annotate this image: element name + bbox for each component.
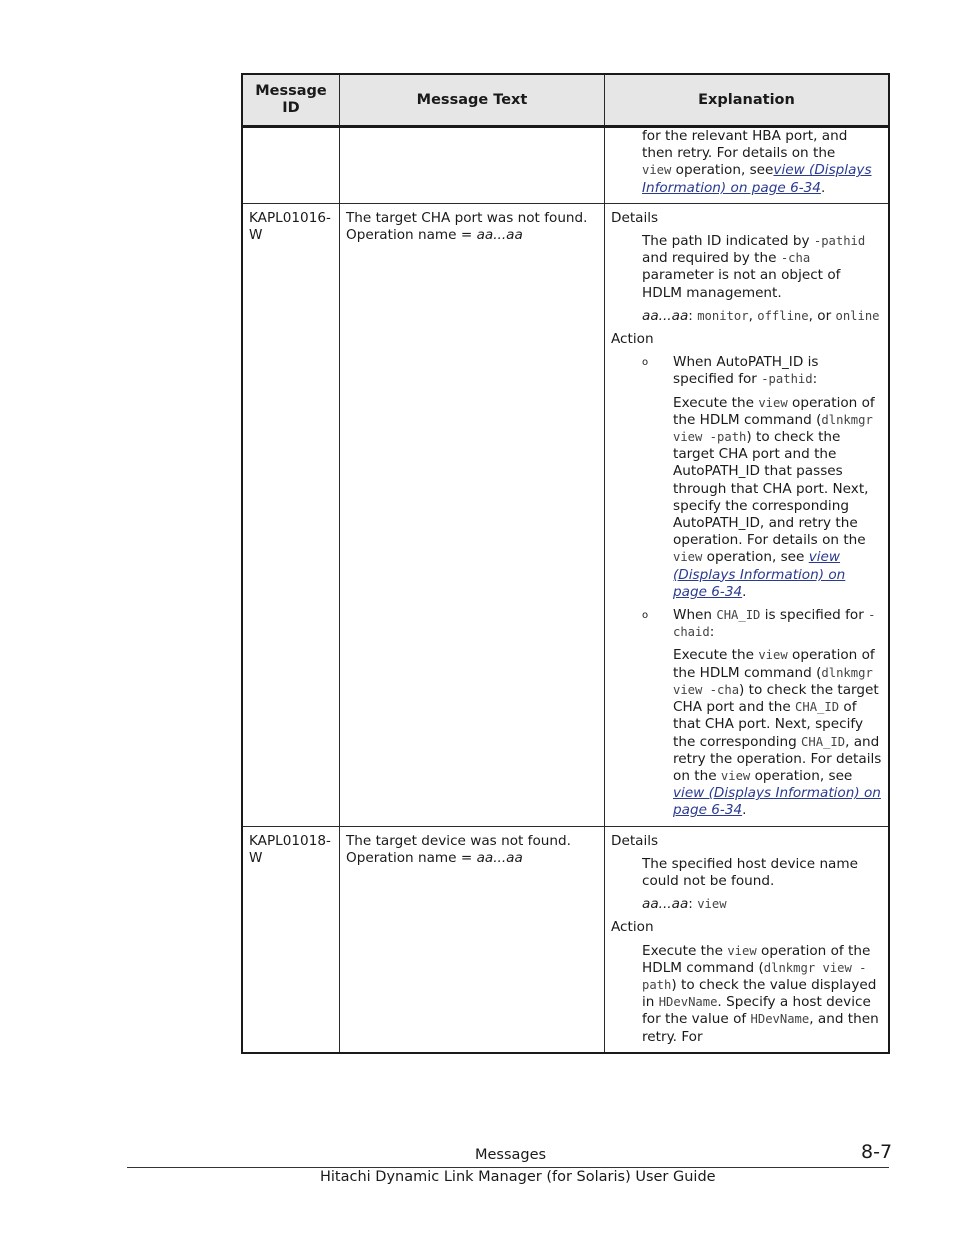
cell-explanation [605, 203, 890, 826]
messages-table [241, 73, 890, 1054]
cell-text: The target device was not found. Operation name = aa...aa [340, 826, 605, 1053]
details-label: Details [611, 209, 659, 226]
table-row [242, 127, 889, 204]
bullet-item: o When CHA_ID is specified for -chaid: [642, 607, 876, 641]
cell-text: The target CHA port was not found. Operation name = aa...aa [340, 203, 605, 826]
details-text: The path ID indicated by -pathid and required by the -cha parameter is not an object of HDLM management. [642, 233, 866, 301]
bullet-item: o When AutoPATH_ID is specified for -pathid: [642, 354, 819, 388]
message-id: KAPL01016-W [249, 209, 331, 244]
continued-paragraph: for the relevant HBA port, and then retry. For details on the view operation, seeview (Displays Information) on page 6-34. [642, 128, 872, 196]
details-values: aa...aa: monitor, offline, or online [642, 307, 880, 324]
action-label: Action [611, 919, 654, 936]
cell-id [242, 203, 340, 826]
details-text: The specified host device name could not be found. [642, 855, 858, 889]
footer-section-label: Messages [475, 1147, 547, 1163]
view-displays-link[interactable]: view (Displays Information) on page 6-34 [673, 785, 881, 819]
action-label: Action [611, 331, 654, 348]
footer-divider [127, 1167, 889, 1168]
bullet-paragraph: Execute the view operation of the HDLM command (dlnkmgr view -path) to check the target CHA port and the AutoPATH_ID that passes through that CHA port. Next, specify the corresponding AutoPATH_ID, and retry the operation. For details on the view operation, see view (Displays Information) on page 6-34. [673, 394, 875, 600]
message-id: KAPL01018-W [249, 832, 331, 866]
cell-explanation [605, 826, 890, 1053]
bullet-paragraph: Execute the view operation of the HDLM command (dlnkmgr view -cha) to check the target CHA port and the CHA_ID of that CHA port. Next, specify the corresponding CHA_ID, and retry the operation. For details on the view operation, see view (Displays Information) on page 6-34. [673, 647, 882, 819]
table-row [242, 826, 889, 1053]
cell-id [242, 826, 340, 1053]
bullet-circle-icon: o [642, 357, 649, 369]
cell-explanation [605, 127, 890, 204]
view-displays-link[interactable]: view (Displays Information) on page 6-34 [642, 162, 872, 196]
action-text: Execute the view operation of the HDLM command (dlnkmgr view -path) to check the value displayed in HDevName. Specify a host device for the value of HDevName, and then retry. For [642, 942, 879, 1045]
details-label: Details [611, 832, 659, 849]
header-message-id: Message ID [242, 74, 340, 127]
header-message-text: Message Text [340, 74, 605, 127]
table-header-row [242, 74, 889, 127]
footer-guide-title: Hitachi Dynamic Link Manager (for Solaris) User Guide [320, 1169, 716, 1185]
details-values: aa...aa: view [642, 896, 727, 913]
bullet-circle-icon: o [642, 610, 649, 622]
cell-text [340, 127, 605, 204]
header-explanation: Explanation [605, 74, 890, 127]
page-number: 8-7 [861, 1141, 893, 1163]
view-displays-link[interactable]: view (Displays Information) on page 6-34 [673, 549, 846, 600]
table-row [242, 203, 889, 826]
cell-id [242, 127, 340, 204]
